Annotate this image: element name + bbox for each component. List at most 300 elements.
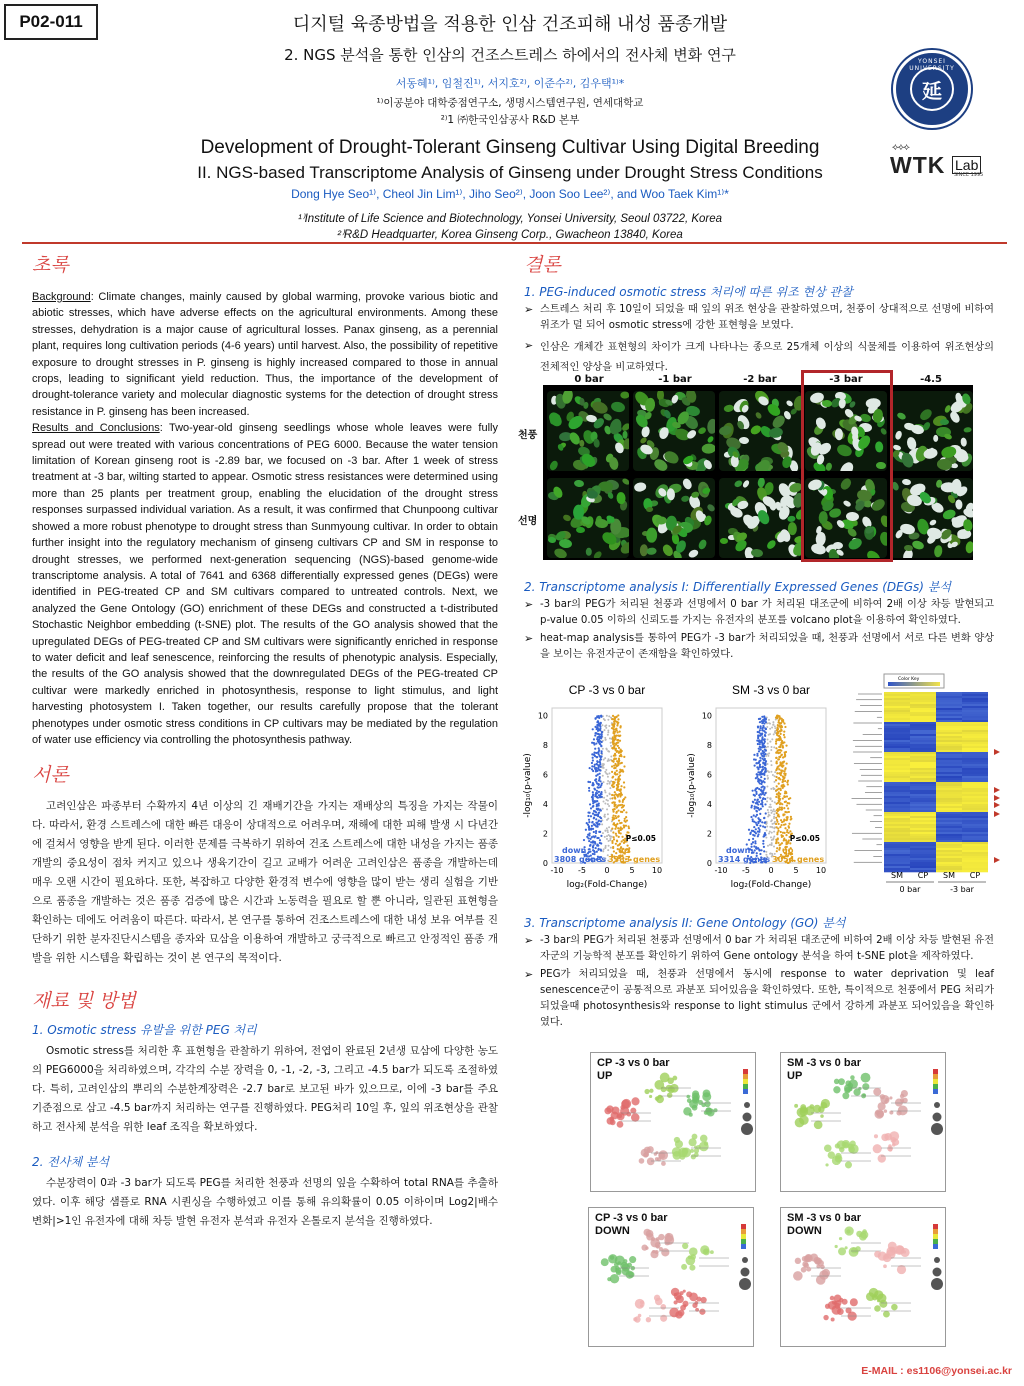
up-point	[777, 732, 779, 734]
heatmap-cell	[884, 752, 910, 754]
go-term-point	[888, 1144, 892, 1148]
heatmap-cell	[910, 820, 936, 822]
heatmap-cell	[936, 794, 962, 796]
up-point	[614, 791, 616, 793]
up-point	[782, 775, 784, 777]
up-point	[613, 725, 615, 727]
tsne-title: SM -3 vs 0 bar UP	[787, 1057, 861, 1082]
heatmap-cell	[910, 852, 936, 854]
up-point	[785, 839, 787, 841]
heatmap-cell	[910, 752, 936, 754]
tsne-legend	[931, 1069, 947, 1139]
down-point	[592, 821, 594, 823]
down-point	[757, 726, 759, 728]
kr-affiliation-2: ²⁾1 ㈜한국인삼공사 R&D 본부	[440, 114, 580, 126]
heatmap-cell	[884, 864, 910, 866]
x-tick-label: 0	[768, 866, 774, 875]
ns-point	[772, 826, 774, 828]
go-term-point	[658, 1234, 664, 1240]
heatmap-cell	[910, 742, 936, 744]
up-point	[778, 823, 780, 825]
down-point	[761, 716, 763, 718]
heatmap-cell	[884, 848, 910, 850]
go-term-point	[620, 1105, 625, 1110]
down-point	[592, 757, 594, 759]
heatmap-cell	[962, 764, 988, 766]
ns-point	[604, 771, 606, 773]
volcano-title: SM -3 vs 0 bar	[731, 683, 811, 697]
arrow-icon: ➢	[524, 934, 534, 947]
up-point	[621, 769, 623, 771]
ns-point	[602, 775, 604, 777]
down-point	[596, 738, 598, 740]
go-term-point	[880, 1094, 885, 1099]
heatmap-cell	[910, 830, 936, 832]
legend-swatch	[741, 1244, 746, 1249]
heatmap-cell	[962, 820, 988, 822]
heatmap-cell	[962, 752, 988, 754]
go-term-point	[691, 1154, 696, 1159]
down-point	[591, 796, 593, 798]
en-authors: Dong Hye Seo¹⁾, Cheol Jin Lim¹⁾, Jiho Seo²⁾, Joon Soo Lee²⁾, and Woo Taek Kim¹⁾*	[291, 187, 729, 201]
leaf-shape	[896, 411, 906, 420]
heatmap-cell	[962, 824, 988, 826]
down-point	[592, 805, 594, 807]
heatmap-cell	[910, 748, 936, 750]
tsne-plot	[588, 1207, 754, 1347]
down-point	[599, 816, 601, 818]
leaf-shape	[901, 479, 910, 486]
heatmap-cell	[962, 712, 988, 714]
leaf-shape	[960, 437, 967, 447]
up-point	[619, 843, 621, 845]
heatmap-cell	[910, 750, 936, 752]
leaf-shape	[553, 547, 569, 558]
ns-point	[603, 759, 605, 761]
go-term-point	[689, 1100, 698, 1109]
ns-point	[767, 739, 769, 741]
ns-point	[767, 812, 769, 814]
go-term-point	[802, 1256, 808, 1262]
leaf-shape	[754, 411, 762, 420]
heatmap-cell	[936, 780, 962, 782]
down-count: 3808 genes	[554, 855, 607, 864]
heatmap-cell	[962, 748, 988, 750]
down-point	[589, 767, 591, 769]
go-term-point	[842, 1092, 849, 1099]
heatmap-cell	[962, 768, 988, 770]
legend-swatch	[741, 1234, 746, 1239]
heatmap-cell	[936, 778, 962, 780]
leaf-shape	[547, 410, 565, 429]
results-lead: Results and Conclusions	[32, 422, 160, 435]
bullet-text: 인삼은 개체간 표현형의 차이가 크게 나타나는 종으로 25개체 이상의 식물체를 이용하여 위조현상의 전체적인 양상을 비교하였다.	[540, 342, 994, 373]
up-point	[782, 797, 784, 799]
down-point	[595, 825, 597, 827]
go-term-point	[674, 1137, 680, 1143]
tsne-title: CP -3 vs 0 bar UP	[597, 1057, 670, 1082]
down-point	[762, 791, 764, 793]
ns-point	[769, 723, 771, 725]
down-point	[591, 765, 593, 767]
heatmap-cell	[936, 772, 962, 774]
down-point	[595, 832, 597, 834]
x-tick-label: -5	[742, 866, 750, 875]
legend-swatch	[933, 1074, 938, 1079]
up-point	[784, 780, 786, 782]
heatmap-cell	[884, 750, 910, 752]
legend-size-dot	[933, 1268, 942, 1277]
ns-point	[773, 816, 775, 818]
down-point	[600, 820, 602, 822]
up-point	[787, 802, 789, 804]
go-term-point	[644, 1152, 649, 1157]
up-point	[787, 783, 789, 785]
heatmap-cell	[962, 736, 988, 738]
down-point	[591, 836, 593, 838]
down-point	[593, 766, 595, 768]
leaf-shape	[592, 438, 599, 448]
heatmap-cell	[936, 806, 962, 808]
down-point	[762, 785, 764, 787]
ns-point	[606, 795, 608, 797]
up-point	[778, 756, 780, 758]
ns-point	[608, 715, 610, 717]
down-point	[600, 715, 602, 717]
heatmap-cell	[910, 708, 936, 710]
heatmap-cell	[884, 784, 910, 786]
heatmap-cell	[936, 850, 962, 852]
down-point	[758, 788, 760, 790]
up-point	[777, 739, 779, 741]
kr-authors: 서동혜¹⁾, 임철진¹⁾, 서지호²⁾, 이준수²⁾, 김우택¹⁾*	[395, 77, 625, 90]
heatmap-cell	[936, 824, 962, 826]
go-term-point	[660, 1073, 670, 1083]
ns-point	[768, 806, 770, 808]
heatmap-cell	[936, 716, 962, 718]
heatmap-cell	[884, 764, 910, 766]
go-term-point	[617, 1114, 622, 1119]
up-point	[613, 733, 615, 735]
heatmap-cell	[910, 848, 936, 850]
up-point	[779, 749, 781, 751]
heatmap-cell	[936, 792, 962, 794]
legend-size-dot	[931, 1278, 943, 1290]
up-point	[615, 817, 617, 819]
up-point	[617, 783, 619, 785]
heatmap-cell	[884, 694, 910, 696]
heatmap-cell	[962, 734, 988, 736]
abstract-title: 초록	[32, 254, 69, 276]
heatmap-cell	[884, 728, 910, 730]
up-point	[617, 745, 619, 747]
go-term-point	[644, 1229, 651, 1236]
leaf-shape	[943, 432, 952, 440]
ns-point	[767, 755, 769, 757]
up-point	[777, 765, 779, 767]
up-point	[617, 764, 619, 766]
up-point	[781, 785, 783, 787]
heatmap-cell	[910, 836, 936, 838]
down-point	[596, 760, 598, 762]
bullet-text: heat-map analysis를 통하여 PEG가 -3 bar가 처리되었을 때, 천풍과 선명에서 서로 다른 변화 양상을 보이는 유전자군이 존재함을 확인하였다.	[540, 633, 994, 660]
plant-grid	[543, 385, 973, 560]
up-point	[780, 742, 782, 744]
up-label: up	[618, 846, 630, 855]
go-term-point	[686, 1291, 692, 1297]
leaf-shape	[645, 397, 656, 412]
down-point	[750, 806, 752, 808]
heatmap-cell	[910, 794, 936, 796]
heatmap-cell	[910, 706, 936, 708]
down-point	[598, 819, 600, 821]
heatmap-column-label: CP	[917, 871, 929, 880]
p-value-label: P≤0.05	[625, 834, 656, 843]
ns-point	[770, 749, 772, 751]
leaf-shape	[788, 522, 797, 535]
down-point	[764, 734, 766, 736]
heatmap-cell	[936, 834, 962, 836]
bar-label: -1 bar	[658, 374, 692, 385]
heatmap-cell	[910, 762, 936, 764]
heatmap-cell	[884, 828, 910, 830]
down-point	[591, 762, 593, 764]
ns-point	[608, 845, 610, 847]
heatmap-cell	[884, 742, 910, 744]
leaf-shape	[548, 459, 559, 471]
up-point	[619, 774, 621, 776]
heatmap-cell	[962, 730, 988, 732]
ns-point	[608, 805, 610, 807]
down-point	[760, 771, 762, 773]
go-term-point	[850, 1298, 858, 1306]
up-point	[777, 728, 779, 730]
tsne-plot	[590, 1052, 756, 1192]
heatmap-cell	[884, 846, 910, 848]
down-point	[760, 849, 762, 851]
down-point	[759, 746, 761, 748]
leaf-shape	[592, 550, 603, 558]
up-point	[615, 835, 617, 837]
heatmap-cell	[884, 800, 910, 802]
up-point	[790, 818, 792, 820]
heatmap-cell	[962, 858, 988, 860]
leaf-shape	[769, 427, 785, 439]
down-point	[587, 815, 589, 817]
heatmap-cell	[936, 790, 962, 792]
ns-point	[767, 797, 769, 799]
bar-label: -2 bar	[743, 374, 777, 385]
down-point	[760, 776, 762, 778]
go-term-point	[664, 1235, 674, 1245]
heatmap-cell	[910, 844, 936, 846]
up-point	[783, 824, 785, 826]
go-term-point	[837, 1140, 846, 1149]
down-point	[757, 780, 759, 782]
heatmap-cell	[884, 796, 910, 798]
heatmap-cell	[910, 756, 936, 758]
up-point	[619, 822, 621, 824]
up-point	[783, 760, 785, 762]
go-term-point	[892, 1143, 896, 1147]
go-term-point	[608, 1254, 617, 1263]
leaf-shape	[702, 444, 715, 455]
heatmap-cell	[884, 830, 910, 832]
up-point	[621, 828, 623, 830]
ns-point	[766, 800, 768, 802]
up-point	[781, 754, 783, 756]
leaf-shape	[697, 462, 706, 471]
up-point	[613, 745, 615, 747]
heatmap-cell	[962, 756, 988, 758]
heatmap-cell	[962, 826, 988, 828]
y-tick-label: 8	[706, 740, 712, 750]
up-point	[777, 749, 779, 751]
go-term-point	[845, 1080, 851, 1086]
ns-point	[771, 727, 773, 729]
heatmap-cell	[884, 782, 910, 784]
go-term-point	[661, 1161, 666, 1166]
down-point	[596, 796, 598, 798]
down-point	[754, 849, 756, 851]
up-point	[619, 762, 621, 764]
up-point	[778, 725, 780, 727]
up-point	[781, 803, 783, 805]
go-term-point	[633, 1317, 637, 1321]
down-point	[752, 820, 754, 822]
up-point	[613, 838, 615, 840]
heatmap-cell	[910, 718, 936, 720]
ns-point	[772, 721, 774, 723]
heatmap-cell	[884, 726, 910, 728]
down-point	[595, 847, 597, 849]
down-point	[757, 847, 759, 849]
ns-point	[770, 771, 772, 773]
heatmap-cell	[910, 810, 936, 812]
plant-photo	[547, 391, 629, 471]
heatmap-cell	[936, 714, 962, 716]
up-point	[613, 721, 615, 723]
heatmap-cell	[910, 714, 936, 716]
down-point	[592, 840, 594, 842]
up-point	[624, 818, 626, 820]
down-point	[599, 839, 601, 841]
go-term-point	[900, 1094, 905, 1099]
up-point	[775, 740, 777, 742]
up-point	[782, 832, 784, 834]
ns-point	[774, 727, 776, 729]
go-term-point	[805, 1106, 814, 1115]
ns-point	[609, 798, 611, 800]
down-point	[594, 734, 596, 736]
heatmap-cell	[936, 782, 962, 784]
ns-point	[607, 818, 609, 820]
up-point	[783, 795, 785, 797]
down-point	[759, 757, 761, 759]
heatmap-cell	[910, 720, 936, 722]
down-point	[756, 852, 758, 854]
down-point	[764, 764, 766, 766]
heatmap-cell	[962, 772, 988, 774]
leaf-shape	[583, 401, 590, 409]
up-point	[777, 808, 779, 810]
heatmap-cell	[910, 710, 936, 712]
heatmap-cell	[910, 784, 936, 786]
heatmap-cell	[884, 736, 910, 738]
up-point	[788, 823, 790, 825]
results-text: : Two-year-old ginseng seedlings whose whole leaves were fully spread out were treated with various concentrations of PEG 6000. Because the water tension limitation of Korean ginseng root is -2.89 bar, we focused on -3 bar. After 1 week of stress treatment at -3 bar, wilting started to appear. Osmotic stress resistances were determined using more than 25 plants per treatment group, enabling the elucidation of the drought stress responses surpassed individual variation. As a result, it was confirmed that Chunpoong cultivar showed a more robust phenotype to drought stress than Sunmyoung cultivar. In order to obtain further insight into the regulatory mechanism of ginseng cultivars CP and SM in response to drought stresses, we performed next-generation sequencing (NGS)-based genome-wide transcriptome analysis. A total of 7641 and 6368 differentially expressed genes (DEGs) were identified in PEG-treated CP and SM cultivars compared to untreated controls. Next, we analyzed the Gene Ontology (GO) enrichment of these DEGs and constructed a t-distributed Stochastic Neighbor embedding (t-SNE) plot. The results of the GO analysis showed that the upregulated DEGs of PEG-treated CP and SM cultivars were significantly enriched in response to water deficit and leaf senescence, reinforcing the results of phenotypic analysis. Especially, the results of the GO analysis showed that the downregulated DEGs of the PEG-treated CP cultivar were markedly enriched in photosynthesis, response to light stimulus, and light harvesting photosystem I. Taken together, our results carefully propose that the tolerant phenotypes under osmotic stress conditions in CP cultivars may be mediated by the regulation of water use efficiency via controlling the photosynthesis pathway.	[32, 422, 498, 746]
up-point	[787, 807, 789, 809]
heatmap-cell	[962, 724, 988, 726]
ns-point	[773, 781, 775, 783]
down-point	[757, 778, 759, 780]
down-point	[757, 743, 759, 745]
leaf-shape	[576, 527, 585, 534]
heatmap-cell	[884, 802, 910, 804]
heatmap-cell	[910, 778, 936, 780]
down-point	[752, 830, 754, 832]
legend-swatch	[933, 1069, 938, 1074]
heatmap-cell	[884, 820, 910, 822]
legend-swatch	[743, 1069, 748, 1074]
leaf-shape	[707, 435, 715, 444]
down-point	[760, 808, 762, 810]
up-point	[621, 804, 623, 806]
down-point	[587, 834, 589, 836]
go-term-point	[651, 1237, 655, 1241]
up-point	[625, 811, 627, 813]
ns-point	[767, 746, 769, 748]
down-point	[592, 782, 594, 784]
up-point	[619, 750, 621, 752]
down-point	[759, 819, 761, 821]
down-point	[600, 849, 602, 851]
down-point	[599, 796, 601, 798]
bar-label: 0 bar	[574, 374, 604, 385]
down-point	[754, 805, 756, 807]
heatmap-cell	[936, 700, 962, 702]
plant-photo	[633, 478, 715, 558]
up-point	[780, 809, 782, 811]
heatmap-cell	[936, 738, 962, 740]
down-point	[599, 761, 601, 763]
ns-point	[604, 737, 606, 739]
heatmap-cell	[884, 748, 910, 750]
heatmap-cell	[962, 754, 988, 756]
heatmap-cell	[962, 744, 988, 746]
heatmap-cell	[962, 780, 988, 782]
ns-point	[765, 837, 767, 839]
down-point	[599, 780, 601, 782]
down-point	[762, 766, 764, 768]
ns-point	[602, 748, 604, 750]
up-point	[775, 757, 777, 759]
uni-emblem: 延	[910, 67, 954, 111]
up-count: 3054 genes	[772, 855, 825, 864]
go-term-point	[878, 1154, 886, 1162]
leaf-shape	[610, 400, 626, 413]
down-point	[756, 814, 758, 816]
heatmap-cell	[936, 852, 962, 854]
heatmap-cell	[884, 854, 910, 856]
up-point	[777, 715, 779, 717]
heatmap-cell	[910, 866, 936, 868]
heatmap-cell	[936, 750, 962, 752]
go-term-point	[644, 1089, 649, 1094]
down-point	[763, 817, 765, 819]
heatmap-cell	[936, 844, 962, 846]
ns-point	[769, 797, 771, 799]
